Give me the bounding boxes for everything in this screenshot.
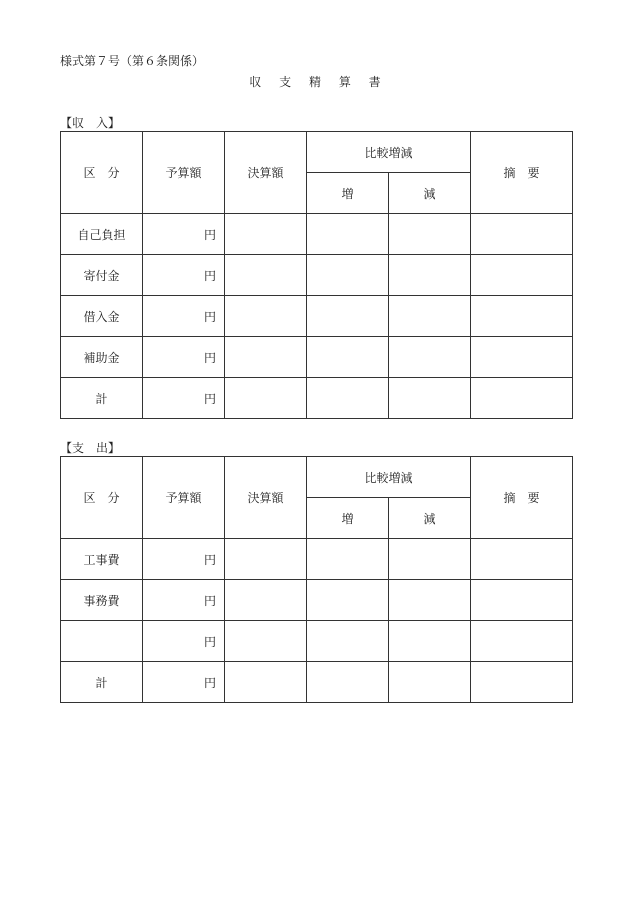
remarks-cell [471, 337, 573, 378]
decrease-cell [389, 539, 471, 580]
header-budget: 予算額 [143, 457, 225, 539]
title-char: 精 [308, 75, 321, 89]
budget-cell: 円 [143, 255, 225, 296]
row-category: 寄付金 [61, 255, 143, 296]
expense-section-label: 【支 出】 [60, 441, 121, 455]
table-header-row [61, 457, 573, 498]
increase-cell [307, 255, 389, 296]
table-row [61, 214, 573, 255]
header-remarks: 摘 要 [471, 457, 573, 539]
row-category: 借入金 [61, 296, 143, 337]
budget-cell: 円 [143, 378, 225, 419]
header-decrease: 減 [389, 173, 471, 214]
table-row [61, 296, 573, 337]
expense-table [60, 456, 573, 703]
income-section-label: 【収 入】 [60, 116, 121, 130]
budget-cell: 円 [143, 214, 225, 255]
header-settlement: 決算額 [225, 132, 307, 214]
row-category: 計 [61, 662, 143, 703]
income-table [60, 131, 573, 419]
settlement-cell [225, 337, 307, 378]
settlement-cell [225, 296, 307, 337]
table-row [61, 539, 573, 580]
table-row [61, 580, 573, 621]
settlement-cell [225, 621, 307, 662]
remarks-cell [471, 214, 573, 255]
decrease-cell [389, 255, 471, 296]
title-char: 支 [279, 75, 292, 89]
remarks-cell [471, 296, 573, 337]
header-comparison: 比較増減 [307, 132, 471, 173]
remarks-cell [471, 539, 573, 580]
table-row [61, 621, 573, 662]
header-budget: 予算額 [143, 132, 225, 214]
remarks-cell [471, 378, 573, 419]
budget-cell: 円 [143, 337, 225, 378]
increase-cell [307, 214, 389, 255]
budget-cell: 円 [143, 296, 225, 337]
form-number: 様式第７号（第６条関係） [60, 54, 205, 68]
title-char: 収 [249, 75, 262, 89]
header-increase: 増 [307, 498, 389, 539]
remarks-cell [471, 621, 573, 662]
settlement-cell [225, 255, 307, 296]
remarks-cell [471, 255, 573, 296]
decrease-cell [389, 580, 471, 621]
decrease-cell [389, 296, 471, 337]
decrease-cell [389, 662, 471, 703]
table-row-total [61, 378, 573, 419]
header-category: 区 分 [61, 457, 143, 539]
table-header-row [61, 132, 573, 173]
table-row-total [61, 662, 573, 703]
settlement-cell [225, 662, 307, 703]
row-category: 計 [61, 378, 143, 419]
row-category: 事務費 [61, 580, 143, 621]
title-char: 書 [368, 75, 381, 89]
increase-cell [307, 621, 389, 662]
remarks-cell [471, 662, 573, 703]
decrease-cell [389, 337, 471, 378]
increase-cell [307, 378, 389, 419]
header-remarks: 摘 要 [471, 132, 573, 214]
budget-cell: 円 [143, 580, 225, 621]
row-category: 工事費 [61, 539, 143, 580]
decrease-cell [389, 214, 471, 255]
increase-cell [307, 662, 389, 703]
increase-cell [307, 296, 389, 337]
settlement-cell [225, 214, 307, 255]
header-category: 区 分 [61, 132, 143, 214]
table-row [61, 255, 573, 296]
remarks-cell [471, 580, 573, 621]
row-category: 補助金 [61, 337, 143, 378]
increase-cell [307, 539, 389, 580]
settlement-cell [225, 378, 307, 419]
header-comparison: 比較増減 [307, 457, 471, 498]
decrease-cell [389, 621, 471, 662]
header-increase: 増 [307, 173, 389, 214]
title-char: 算 [338, 75, 351, 89]
budget-cell: 円 [143, 662, 225, 703]
decrease-cell [389, 378, 471, 419]
header-settlement: 決算額 [225, 457, 307, 539]
increase-cell [307, 337, 389, 378]
table-row [61, 337, 573, 378]
row-category [61, 621, 143, 662]
settlement-cell [225, 580, 307, 621]
header-decrease: 減 [389, 498, 471, 539]
document-title [0, 73, 630, 90]
row-category: 自己負担 [61, 214, 143, 255]
budget-cell: 円 [143, 621, 225, 662]
budget-cell: 円 [143, 539, 225, 580]
settlement-cell [225, 539, 307, 580]
increase-cell [307, 580, 389, 621]
